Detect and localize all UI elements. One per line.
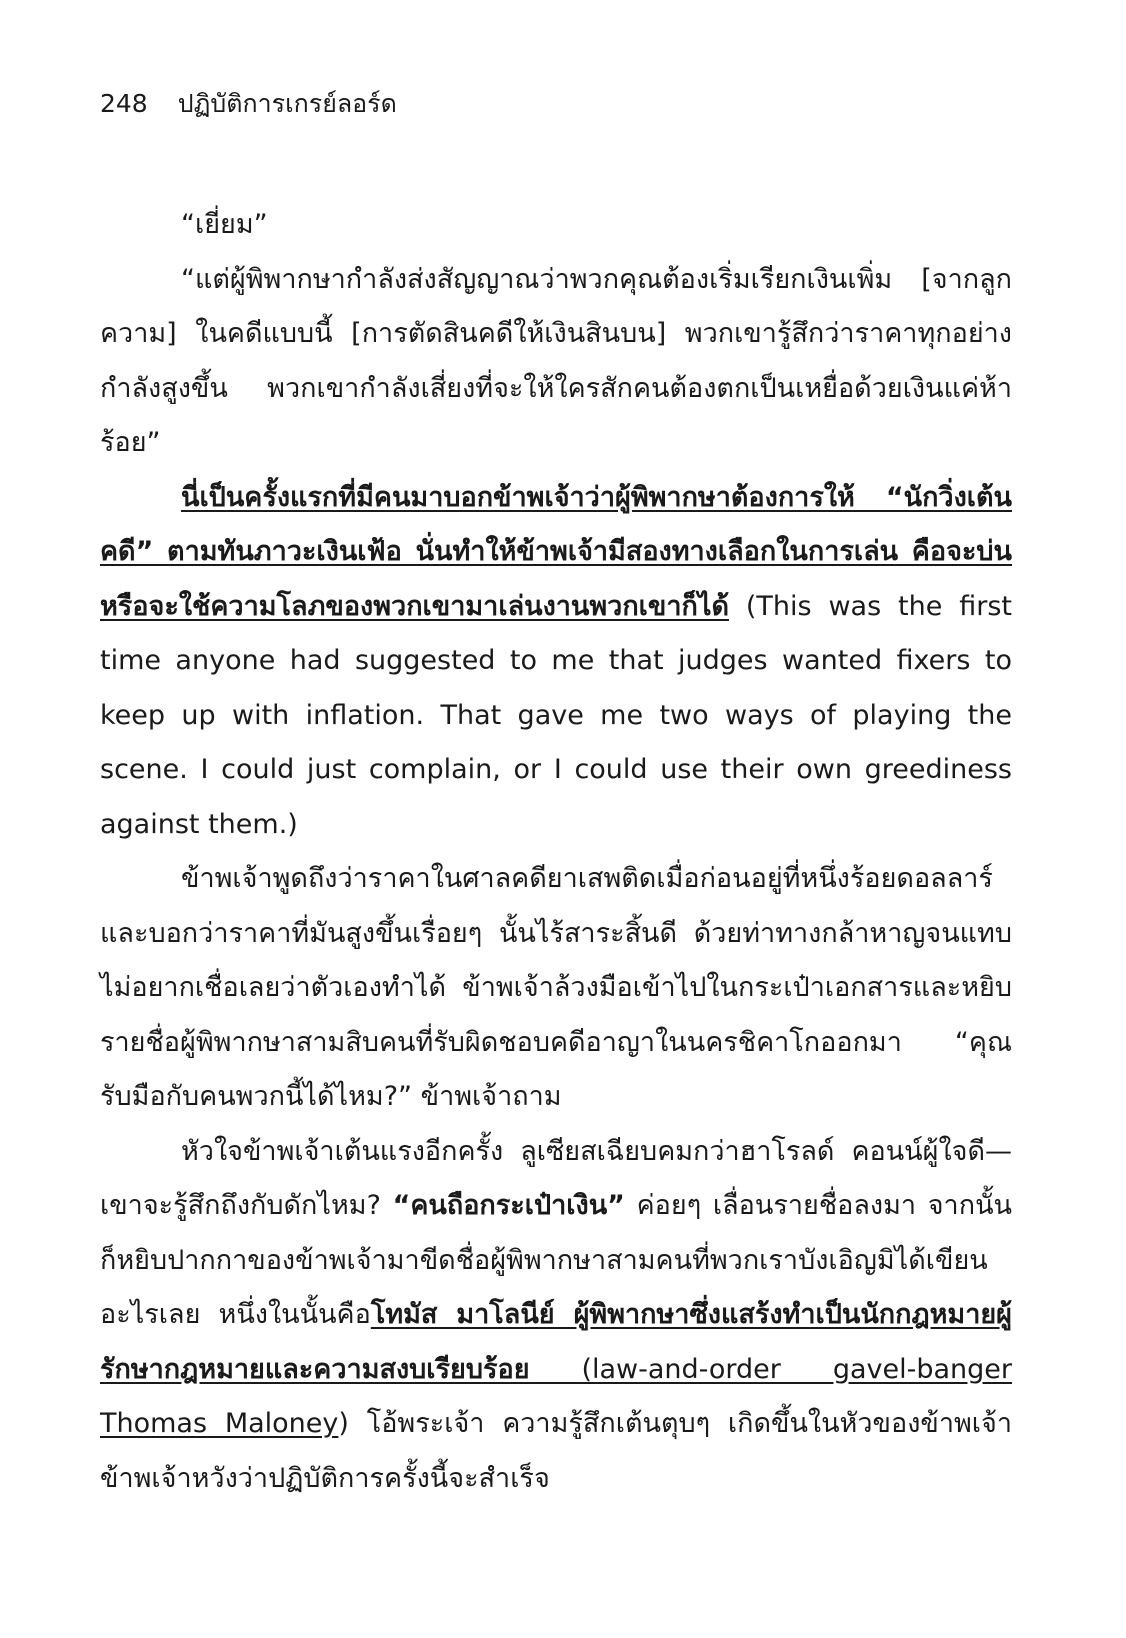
page-header [100, 86, 1012, 122]
paragraph-5-part-c: ) โอ้พระเจ้า ความรู้สึกเต้นตุบๆ เกิดขึ้นในหัวของข้าพเจ้า ข้าพเจ้าหวังว่าปฏิบัติการครั้งนี้จะสำเร็จ [100, 1408, 1012, 1494]
bold-quote: “คนถือกระเป๋าเงิน” [392, 1190, 625, 1221]
paragraph-4: ข้าพเจ้าพูดถึงว่าราคาในศาลคดียาเสพติดเมื่อก่อนอยู่ที่หนึ่งร้อยดอลลาร์ และบอกว่าราคาที่มันสูงขึ้นเรื่อยๆ นั้นไร้สาระสิ้นดี ด้วยท่าทางกล้าหาญจนแทบไม่อยากเชื่อเลยว่าตัวเองทำได้ ข้าพเจ้าล้วงมือเข้าไปในกระเป๋าเอกสารและหยิบรายชื่อผู้พิพากษาสามสิบคนที่รับผิดชอบคดีอาญาในนครชิคาโกออกมา “คุณรับมือกับคนพวกนี้ได้ไหม?” ข้าพเจ้าถาม [100, 863, 1012, 1112]
paragraph-1: “เยี่ยม” [181, 209, 268, 240]
paragraph-5-part-b: ค่อยๆ เลื่อนรายชื่อลงมา จากนั้นก็หยิบปากกาของข้าพเจ้ามาขีดชื่อผู้พิพากษาสามคนที่พวกเราบังเอิญมิได้เขียนอะไรเลย หนึ่งในนั้นคือ [100, 1190, 1012, 1330]
paragraph-5-part-a: หัวใจข้าพเจ้าเต้นแรงอีกครั้ง ลูเซียสเฉียบคมกว่าฮาโรลด์ คอนน์ผู้ใจดี—เขาจะรู้สึกถึงกับดักไหม? [100, 1135, 1012, 1221]
underlined-name-passage: โทมัส มาโลนีย์ ผู้พิพากษาซึ่งแสร้งทำเป็นนักกฎหมายผู้รักษากฎหมายและความสงบเรียบร้อย [100, 1299, 1012, 1385]
paragraph-2: “แต่ผู้พิพากษากำลังส่งสัญญาณว่าพวกคุณต้องเริ่มเรียกเงินเพิ่ม [จากลูกความ] ในคดีแบบนี้ [การตัดสินคดีให้เงินสินบน] พวกเขารู้สึกว่าราคาทุกอย่างกำลังสูงขึ้น พวกเขากำลังเสี่ยงที่จะให้ใครสักคนต้องตกเป็นเหยื่อด้วยเงินแค่ห้าร้อย” [100, 263, 1012, 458]
paragraph-5 [100, 1125, 1012, 1507]
book-page [100, 86, 1012, 1506]
english-quote: (This was the first time anyone had suggested to me that judges wanted fixers to keep up with inflation. That gave me two ways of playing the scene. I could just complain, or I could use their own greediness against them.) [100, 590, 1012, 840]
paragraph-3 [100, 471, 1012, 853]
underlined-english-passage: (law-and-order gavel-banger Thomas Maloney [100, 1353, 1012, 1439]
underlined-thai-passage: นี่เป็นครั้งแรกที่มีคนมาบอกข้าพเจ้าว่าผู้พิพากษาต้องการให้ “นักวิ่งเต้นคดี” ตามทันภาวะเงินเฟ้อ นั่นทำให้ข้าพเจ้ามีสองทางเลือกในการเล่น คือจะบ่น หรือจะใช้ความโลภของพวกเขามาเล่นงานพวกเขาก็ได้ [100, 481, 1012, 622]
running-title: ปฏิบัติการเกรย์ลอร์ด [177, 89, 397, 118]
underlined-gap [530, 1354, 582, 1385]
page-number: 248 [100, 89, 148, 118]
body-text [100, 198, 1012, 1506]
